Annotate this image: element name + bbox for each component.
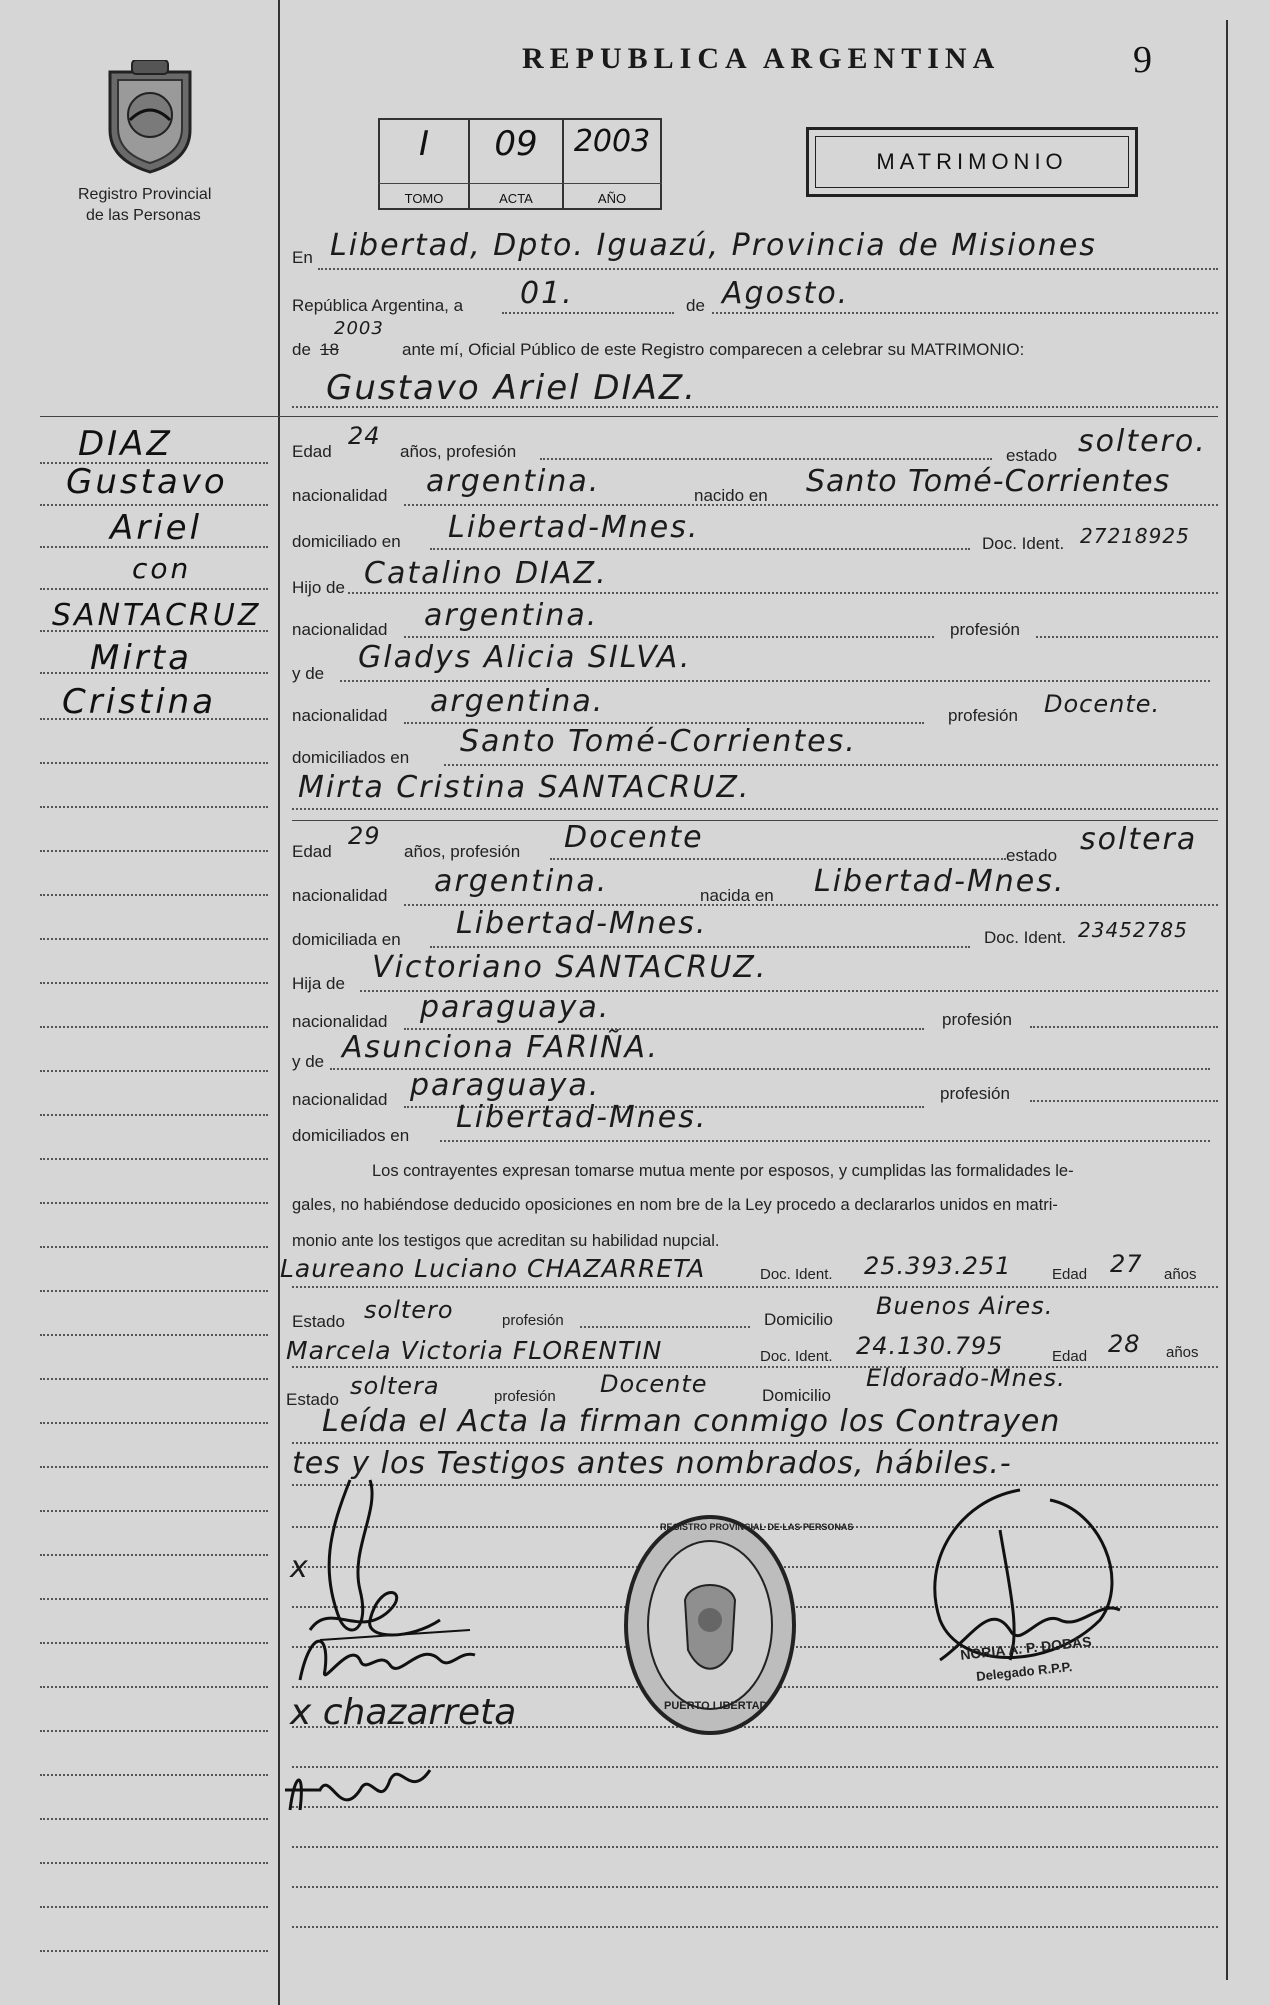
sidebar-dot-line [40, 1466, 268, 1468]
witness1-name: Laureano Luciano CHAZARRETA [280, 1254, 706, 1283]
groom-estado: soltero. [1078, 424, 1207, 459]
witness1-estado: soltero [364, 1296, 454, 1324]
bride-father-prof-label: profesión [942, 1010, 1012, 1029]
sidebar-line-7: Cristina [62, 682, 217, 722]
sidebar-dot-line [40, 1642, 268, 1644]
bride-prof-dots [550, 858, 1006, 860]
groom-hijo-label: Hijo de [292, 578, 345, 597]
bride-y-de-label: y de [292, 1052, 325, 1071]
witness2-domicilio: Eldorado-Mnes. [866, 1364, 1066, 1392]
witness2-doc: 24.130.795 [856, 1332, 1004, 1360]
bride-dom-label: domiciliada en [292, 930, 401, 949]
witness2-estado-label: Estado [286, 1390, 339, 1409]
section-divider-top [40, 416, 1218, 417]
bride-nacionalidad: argentina. [434, 864, 609, 899]
declaration-line-3: monio ante los testigos que acreditan su habilidad nupcial. [292, 1232, 720, 1250]
groom-parents-dom-dots [444, 764, 1218, 766]
sidebar-dot-line [40, 1554, 268, 1556]
stamp-text: REGISTRO PROVINCIAL DE LAS PERSONAS [660, 1522, 854, 1532]
declaration-line-2: gales, no habiéndose deducido oposiciones en nom bre de la Ley procedo a declararlos unidos en matri- [292, 1196, 1058, 1214]
groom-doc-label: Doc. Ident. [982, 534, 1065, 553]
acta-label: ACTA [499, 191, 533, 206]
sidebar-dot-line [40, 630, 268, 632]
sidebar-dot-line [40, 1114, 268, 1116]
place-dots [318, 268, 1218, 270]
sidebar-line-4: con [132, 552, 192, 585]
bride-profesion: Docente [564, 820, 704, 855]
sidebar-dot-line [40, 850, 268, 852]
groom-anos-label: años, profesión [400, 442, 517, 461]
sidebar-line-5: SANTACRUZ [52, 598, 262, 633]
sidebar-dot-line [40, 1686, 268, 1688]
year-text: 2003 [334, 318, 384, 339]
groom-nacido-label: nacido en [694, 486, 768, 505]
witness2-profesion-label: profesión [494, 1388, 556, 1405]
stamp-place: PUERTO LIBERTAD [664, 1700, 768, 1712]
sidebar-dot-line [40, 806, 268, 808]
bride-father-prof-dots [1030, 1026, 1218, 1028]
provincial-seal-icon [100, 60, 200, 175]
sidebar-dot-line [40, 462, 268, 464]
de2-label: de [292, 340, 311, 359]
month-text: Agosto. [722, 276, 850, 311]
sidebar-line-1: DIAZ [78, 424, 173, 464]
bride-name-dots [292, 808, 1218, 810]
witness2-anos-label: años [1166, 1344, 1199, 1361]
sidebar-dot-line [40, 1906, 268, 1908]
section-divider-middle [292, 820, 1218, 821]
registry-label-line2: de las Personas [86, 207, 201, 224]
groom-mother: Gladys Alicia SILVA. [358, 640, 692, 675]
acta-cell [468, 118, 564, 210]
witness2-edad: 28 [1108, 1330, 1141, 1358]
groom-nac-dots [404, 504, 1218, 506]
sidebar-line-6: Mirta [90, 638, 192, 678]
declaration-line-1: Los contrayentes expresan tomarse mutua mente por esposos, y cumplidas las formalidades le- [372, 1162, 1074, 1180]
bride-dom-dots [430, 946, 970, 948]
bride-edad-label: Edad [292, 842, 332, 861]
groom-father: Catalino DIAZ. [364, 556, 608, 591]
sidebar-dot-line [40, 672, 268, 674]
ano-value: 2003 [573, 124, 651, 159]
groom-mother-prof: Docente. [1044, 690, 1161, 718]
bride-signature-icon [290, 1620, 490, 1700]
bride-mother-nac: paraguaya. [410, 1068, 601, 1103]
sidebar-dot-line [40, 1774, 268, 1776]
witness1-profesion-label: profesión [502, 1312, 564, 1329]
witness2-signature-icon [280, 1740, 470, 1820]
groom-mother-dots [340, 680, 1210, 682]
ano-cell [562, 118, 662, 210]
sidebar-dot-line [40, 762, 268, 764]
bride-parents-dom-dots [440, 1140, 1210, 1142]
groom-father-dots [348, 592, 1218, 594]
sidebar-dot-line [40, 1510, 268, 1512]
signature-dot-line [292, 1846, 1218, 1848]
sidebar-dot-line [40, 1598, 268, 1600]
groom-nacionalidad: argentina. [426, 464, 601, 499]
left-margin-line [278, 0, 280, 2005]
day-text: 01. [520, 276, 574, 311]
sidebar-dot-line [40, 504, 268, 506]
bride-mother-nac-label: nacionalidad [292, 1090, 388, 1109]
groom-y-de-label: y de [292, 664, 325, 683]
tomo-label: TOMO [404, 191, 444, 206]
groom-doc: 27218925 [1080, 524, 1190, 548]
bride-father-nac: paraguaya. [420, 990, 611, 1025]
bride-domicilio: Libertad-Mnes. [456, 906, 708, 941]
sidebar-dot-line [40, 1334, 268, 1336]
sidebar-dot-line [40, 1070, 268, 1072]
tomo-value: I [418, 124, 430, 164]
statement-text: ante mí, Oficial Público de este Registro comparecen a celebrar su MATRIMONIO: [402, 340, 1025, 359]
sidebar-line-2: Gustavo [66, 462, 228, 502]
sidebar-dot-line [40, 1950, 268, 1952]
right-margin-line [1226, 20, 1228, 1980]
document-type-box [806, 127, 1138, 197]
sidebar-dot-line [40, 1026, 268, 1028]
en-label: En [292, 248, 313, 267]
bride-estado: soltera [1080, 822, 1198, 857]
witness1-prof-dots [580, 1326, 750, 1328]
groom-dom-dots [430, 548, 970, 550]
witness-signature-text: x chazarreta [290, 1692, 517, 1733]
registry-label-line1: Registro Provincial [78, 186, 212, 203]
bride-nac-label: nacionalidad [292, 886, 388, 905]
bride-estado-label: estado [1006, 846, 1058, 865]
witness1-doc-label: Doc. Ident. [760, 1266, 833, 1283]
groom-nac-label: nacionalidad [292, 486, 388, 505]
witness1-anos-label: años [1164, 1266, 1197, 1283]
groom-father-prof-label: profesión [950, 620, 1020, 639]
officer-name: NORIA A. P. DOBAS [959, 1633, 1093, 1663]
bride-nacida: Libertad-Mnes. [814, 864, 1066, 899]
groom-edad-label: Edad [292, 442, 332, 461]
closing-line-2: tes y los Testigos antes nombrados, hábiles.- [292, 1446, 1012, 1481]
bride-doc: 23452785 [1078, 918, 1188, 942]
bride-name: Mirta Cristina SANTACRUZ. [298, 770, 751, 805]
acta-value: 09 [494, 124, 538, 164]
witness1-dots [292, 1286, 1218, 1288]
sidebar-dot-line [40, 894, 268, 896]
day-dots [502, 312, 674, 314]
bride-mother-prof-label: profesión [940, 1084, 1010, 1103]
groom-name-dots [292, 406, 1218, 408]
sidebar-dot-line [40, 1246, 268, 1248]
sidebar-dot-line [40, 1818, 268, 1820]
groom-father-nac: argentina. [424, 598, 599, 633]
witness1-edad-label: Edad [1052, 1266, 1088, 1283]
month-dots [712, 312, 1218, 314]
groom-mother-nac: argentina. [430, 684, 605, 719]
witness2-dom-label: Domicilio [762, 1386, 831, 1405]
bride-parents-dom: Libertad-Mnes. [456, 1100, 708, 1135]
bride-hija-label: Hija de [292, 974, 345, 993]
groom-estado-label: estado [1006, 446, 1058, 465]
groom-domicilio: Libertad-Mnes. [448, 510, 700, 545]
signature-mark-x: x [290, 1550, 310, 1585]
place-text: Libertad, Dpto. Iguazú, Provincia de Misiones [330, 228, 1097, 263]
sidebar-dot-line [40, 588, 268, 590]
closing-line-1: Leída el Acta la firman conmigo los Contrayen [322, 1404, 1061, 1439]
witness1-dom-label: Domicilio [764, 1310, 833, 1329]
bride-father-nac-label: nacionalidad [292, 1012, 388, 1031]
bride-mother: Asunciona FARIÑA. [342, 1030, 660, 1065]
sidebar-dot-line [40, 1730, 268, 1732]
bride-mother-prof-dots [1030, 1100, 1218, 1102]
box-label-divider [378, 183, 662, 184]
witness2-doc-label: Doc. Ident. [760, 1348, 833, 1365]
ano-label: AÑO [597, 191, 627, 206]
officer-signature-icon [900, 1470, 1140, 1690]
groom-parents-dom: Santo Tomé-Corrientes. [460, 724, 857, 759]
witness1-domicilio: Buenos Aires. [876, 1292, 1054, 1320]
witness1-estado-label: Estado [292, 1312, 345, 1331]
year-prefix: 18 [320, 340, 339, 359]
bride-anos-label: años, profesión [404, 842, 521, 861]
sidebar-dot-line [40, 1378, 268, 1380]
tomo-cell [378, 118, 470, 210]
republica-label: República Argentina, a [292, 296, 464, 315]
groom-nacido: Santo Tomé-Corrientes [806, 464, 1171, 499]
bride-nacida-label: nacida en [700, 886, 774, 905]
country-title: REPUBLICA ARGENTINA [522, 42, 1001, 75]
bride-father: Victoriano SANTACRUZ. [372, 950, 768, 985]
sidebar-line-3: Ariel [110, 508, 203, 548]
groom-edad: 24 [348, 422, 381, 450]
signature-dot-line [292, 1926, 1218, 1928]
de-label: de [686, 296, 705, 315]
bride-doc-label: Doc. Ident. [984, 928, 1067, 947]
sidebar-dot-line [40, 982, 268, 984]
witness1-edad: 27 [1110, 1250, 1143, 1278]
sidebar-dot-line [40, 718, 268, 720]
sidebar-dot-line [40, 1862, 268, 1864]
groom-name: Gustavo Ariel DIAZ. [326, 368, 697, 408]
witness1-doc: 25.393.251 [864, 1252, 1012, 1280]
witness2-edad-label: Edad [1052, 1348, 1088, 1365]
sidebar-dot-line [40, 1202, 268, 1204]
sidebar-dot-line [40, 1158, 268, 1160]
sidebar-dot-line [40, 938, 268, 940]
signature-dot-line [292, 1886, 1218, 1888]
sidebar-dot-line [40, 1422, 268, 1424]
groom-father-prof-dots [1036, 636, 1218, 638]
witness2-estado: soltera [350, 1372, 440, 1400]
document-type-label: MATRIMONIO [876, 149, 1068, 174]
bride-edad: 29 [348, 822, 381, 850]
bride-parents-dom-label: domiciliados en [292, 1126, 410, 1145]
sidebar-dot-line [40, 1290, 268, 1292]
witness2-dots [292, 1366, 1218, 1368]
groom-dom-label: domiciliado en [292, 532, 401, 551]
groom-mother-prof-label: profesión [948, 706, 1018, 725]
sidebar-dot-line [40, 546, 268, 548]
page-number: 9 [1133, 39, 1152, 81]
groom-prof-dots [540, 458, 992, 460]
witness2-name: Marcela Victoria FLORENTIN [286, 1336, 663, 1365]
witness2-profesion: Docente [600, 1370, 708, 1398]
groom-parents-dom-label: domiciliados en [292, 748, 410, 767]
groom-father-nac-dots [404, 636, 934, 638]
groom-mother-nac-label: nacionalidad [292, 706, 388, 725]
closing-dots-1 [292, 1442, 1218, 1444]
groom-father-nac-label: nacionalidad [292, 620, 388, 639]
officer-title: Delegado R.P.P. [975, 1659, 1073, 1684]
